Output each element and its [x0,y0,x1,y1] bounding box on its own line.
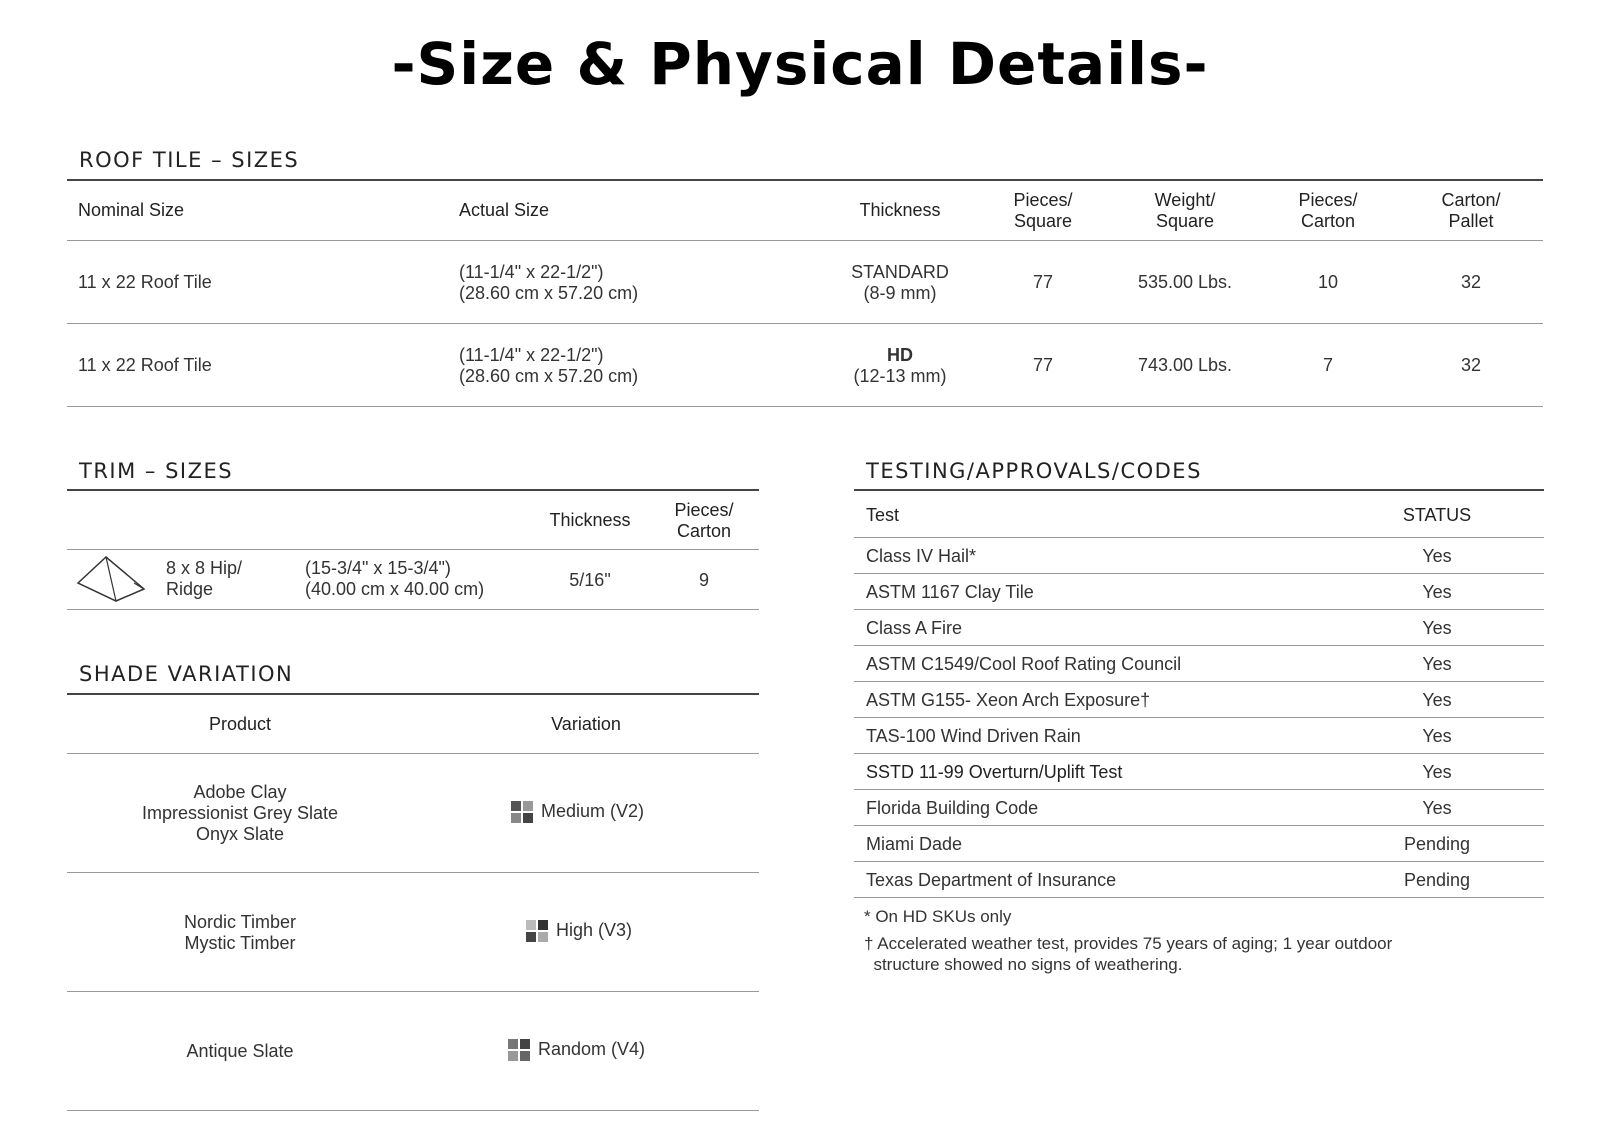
test-status-cell: Yes [1422,618,1452,638]
row-divider [67,991,759,992]
test-status-cell: Yes [1422,654,1452,674]
row-divider [854,825,1544,826]
trim-actual-size-cell: (15-3/4" x 15-3/4") (40.00 cm x 40.00 cm) [305,558,485,599]
testing-col-status: STATUS [1402,505,1472,525]
row-divider [854,681,1544,682]
row-divider [67,323,1543,324]
shade-header-divider [67,753,759,754]
row-divider [854,717,1544,718]
trim-thickness-cell: 5/16" [569,570,611,590]
trim-header-divider [67,549,759,550]
thickness-mm-cell: (8-9 mm) [863,283,937,303]
testing-col-test: Test [866,505,900,525]
trim-pieces-carton-cell: 9 [698,570,709,590]
row-divider [854,609,1544,610]
shade-products-cell: Antique Slate [186,1041,294,1061]
shade-col-product: Product [208,714,272,734]
pieces-carton-cell: 10 [1317,272,1339,292]
col-weight-square: Weight/ Square [1154,190,1216,231]
pieces-carton-cell: 7 [1322,355,1333,375]
test-name-cell: Texas Department of Insurance [866,870,1117,890]
thickness-mm-cell: (12-13 mm) [853,366,947,386]
shade-variation-label: Random (V4) [538,1039,646,1059]
shade-products-cell: Nordic Timber Mystic Timber [183,912,297,953]
col-pieces-square: Pieces/ Square [1013,190,1073,231]
trim-col-thickness: Thickness [549,510,631,530]
test-status-cell: Yes [1422,546,1452,566]
thickness-label-cell: STANDARD [851,262,949,282]
hip-ridge-tile-icon [76,553,148,603]
roof-heading-rule [67,179,1543,181]
col-thickness: Thickness [859,200,941,220]
footnote-weather-test: † Accelerated weather test, provides 75 years of aging; 1 year outdoor structure showed no signs of weathering. [864,934,1393,974]
test-name-cell: TAS-100 Wind Driven Rain [866,726,1081,746]
page-title: -Size & Physical Details- [391,30,1209,98]
shade-variation-cell [511,801,644,823]
row-divider [854,645,1544,646]
roof-tile-heading: ROOF TILE – SIZES [79,148,300,172]
test-name-cell: ASTM C1549/Cool Roof Rating Council [866,654,1182,674]
shade-swatch-icon [508,1039,530,1061]
test-status-cell: Yes [1422,726,1452,746]
row-divider [854,897,1544,898]
test-status-cell: Pending [1403,870,1471,890]
shade-variation-cell [508,1039,645,1061]
test-status-cell: Yes [1422,762,1452,782]
trim-heading-rule [67,489,759,491]
carton-pallet-cell: 32 [1460,355,1482,375]
col-pieces-carton: Pieces/ Carton [1298,190,1358,231]
test-name-cell: Class IV Hail* [866,546,977,566]
row-divider [854,789,1544,790]
actual-size-cell: (11-1/4" x 22-1/2") (28.60 cm x 57.20 cm) [459,345,639,386]
test-status-cell: Yes [1422,690,1452,710]
row-divider [854,861,1544,862]
row-divider [67,1110,759,1111]
col-carton-pallet: Carton/ Pallet [1441,190,1501,231]
trim-col-pieces-carton: Pieces/ Carton [674,500,734,541]
test-name-cell: Miami Dade [866,834,963,854]
carton-pallet-cell: 32 [1460,272,1482,292]
test-name-cell: Class A Fire [866,618,963,638]
test-status-cell: Pending [1403,834,1471,854]
shade-swatch-icon [526,920,548,942]
row-divider [854,573,1544,574]
row-divider [854,753,1544,754]
shade-products-cell: Adobe Clay Impressionist Grey Slate Onyx Slate [141,782,339,844]
weight-square-cell: 743.00 Lbs. [1137,355,1233,375]
pieces-square-cell: 77 [1032,272,1054,292]
roof-header-divider [67,240,1543,241]
shade-col-variation: Variation [551,714,621,734]
col-actual-size: Actual Size [459,200,550,220]
row-divider [67,872,759,873]
shade-heading: SHADE VARIATION [79,662,294,686]
shade-variation-cell [526,920,632,942]
test-status-cell: Yes [1422,798,1452,818]
testing-heading: TESTING/APPROVALS/CODES [866,459,1202,483]
nominal-size-cell: 11 x 22 Roof Tile [78,355,212,375]
actual-size-cell: (11-1/4" x 22-1/2") (28.60 cm x 57.20 cm) [459,262,639,303]
col-nominal-size: Nominal Size [78,200,185,220]
thickness-label-cell: HD [887,345,913,365]
row-divider [67,406,1543,407]
test-name-cell: ASTM 1167 Clay Tile [866,582,1034,602]
pieces-square-cell: 77 [1032,355,1054,375]
trim-heading: TRIM – SIZES [79,459,234,483]
test-name-cell: SSTD 11-99 Overturn/Uplift Test [866,762,1123,782]
testing-header-divider [854,537,1544,538]
test-name-cell: ASTM G155- Xeon Arch Exposure† [866,690,1151,710]
row-divider [67,609,759,610]
footnote-hd-skus: * On HD SKUs only [864,907,1012,926]
shade-variation-label: High (V3) [556,920,633,940]
testing-heading-rule [854,489,1544,491]
trim-name-cell: 8 x 8 Hip/ Ridge [166,558,243,599]
shade-swatch-icon [511,801,533,823]
test-name-cell: Florida Building Code [866,798,1039,818]
weight-square-cell: 535.00 Lbs. [1137,272,1233,292]
test-status-cell: Yes [1422,582,1452,602]
nominal-size-cell: 11 x 22 Roof Tile [78,272,212,292]
shade-variation-label: Medium (V2) [541,801,645,821]
shade-heading-rule [67,693,759,695]
